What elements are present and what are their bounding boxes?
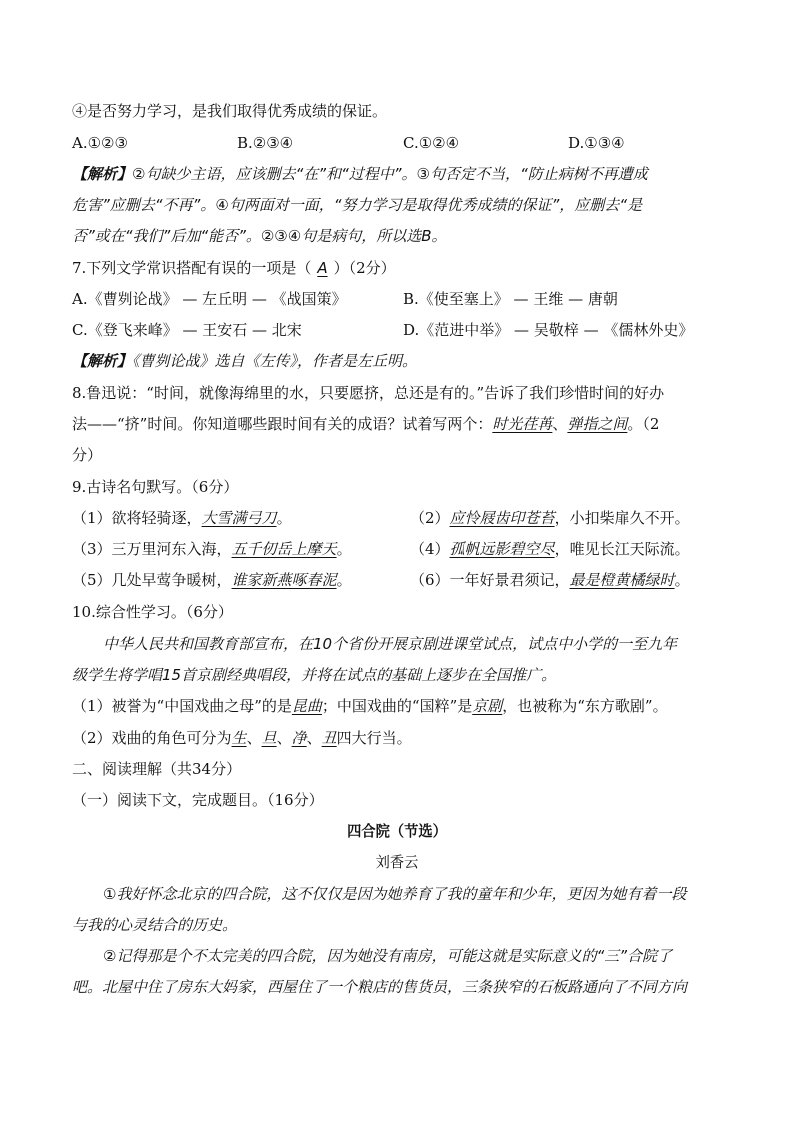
- q10-passage-line-1: 中华人民共和国教育部宣布，在10个省份开展京剧进课堂试点，试点中小学的一至九年: [103, 635, 678, 653]
- article-p1-line-2: 与我的心灵结合的历史。: [72, 916, 238, 934]
- q7-answer: A: [317, 259, 328, 277]
- q8-line-3: 分）: [72, 446, 103, 464]
- q8-answer-2: 弹指之间: [567, 415, 628, 433]
- q7-explanation: 【解析】《曹刿论战》选自《左传》，作者是左丘明。: [72, 352, 418, 370]
- section-2-title: 二、阅读理解（共34分）: [72, 760, 242, 778]
- q7-option-b: B.《使至塞上》 — 王维 — 唐朝: [403, 290, 618, 308]
- q9-item-1: （1）欲将轻骑逐，大雪满弓刀。: [72, 509, 292, 527]
- q6-explanation-line-2: 危害”应删去“不再”。④句两面对一面，“努力学习是取得优秀成绩的保证”，应删去“是: [72, 196, 643, 214]
- q10-sub-1: （1）被誉为“中国戏曲之母”的是昆曲；中国戏曲的“国粹”是京剧，也被称为“东方歌剧”。: [72, 697, 668, 715]
- article-author: 刘香云: [375, 853, 419, 871]
- q8-answer-1: 时光荏苒: [492, 415, 553, 433]
- q6-explanation-line-1: 【解析】②句缺少主语，应该删去“在”和“过程中”。③句否定不当，“防止病树不再遭成: [72, 165, 648, 183]
- article-p2-line-2: 吧。北屋中住了房东大妈家，西屋住了一个粮店的售货员，三条狭窄的石板路通向了不同方向: [72, 978, 688, 996]
- q9-title: 9.古诗名句默写。（6分）: [72, 478, 239, 496]
- q9-item-3: （3）三万里河东入海，五千仞岳上摩天。: [72, 540, 352, 558]
- q7-option-a: A.《曹刿论战》 — 左丘明 — 《战国策》: [72, 290, 347, 308]
- q9-item-6: （6）一年好景君须记，最是橙黄橘绿时。: [410, 571, 690, 589]
- q10-passage-line-2: 级学生将学唱15首京剧经典唱段，并将在试点的基础上逐步在全国推广。: [72, 666, 557, 684]
- q6-explanation-line-3: 否”或在“我们”后加“能否”。②③④句是病句，所以选B。: [72, 227, 447, 245]
- q9-item-5: （5）几处早莺争暖树，谁家新燕啄春泥。: [72, 571, 352, 589]
- explain-tag: 【解析】: [72, 165, 133, 183]
- q9-item-4: （4）孤帆远影碧空尽，唯见长江天际流。: [410, 540, 690, 558]
- q10-sub-2: （2）戏曲的角色可分为生、旦、净、丑四大行当。: [72, 729, 412, 747]
- q6-option-a: A.①②③: [72, 134, 128, 152]
- section-2-subtitle: （一）阅读下文，完成题目。（16分）: [72, 791, 324, 809]
- article-title: 四合院（节选）: [347, 822, 447, 840]
- q6-option-c: C.①②④: [403, 134, 460, 152]
- q10-title: 10.综合性学习。（6分）: [72, 603, 233, 621]
- q7-option-c: C.《登飞来峰》 — 王安石 — 北宋: [72, 321, 302, 339]
- q9-item-2: （2）应怜屐齿印苍苔，小扣柴扉久不开。: [410, 509, 690, 527]
- q7-stem: 7.下列文学常识搭配有误的一项是（ A ）（2分）: [72, 259, 396, 277]
- q6-stem-tail: ④是否努力学习，是我们取得优秀成绩的保证。: [72, 102, 388, 120]
- article-p1-line-1: ①我好怀念北京的四合院，这不仅仅是因为她养育了我的童年和少年，更因为她有着一段: [103, 885, 687, 903]
- article-p2-line-1: ②记得那是个不太完美的四合院，因为她没有南房，可能这就是实际意义的“三”合院了: [103, 947, 672, 965]
- q8-line-1: 8.鲁迅说：“时间，就像海绵里的水，只要愿挤，总还是有的。”告诉了我们珍惜时间的好办: [72, 384, 665, 402]
- q8-line-2: 法——“挤”时间。你知道哪些跟时间有关的成语？试着写两个：时光荏苒、弹指之间。（2: [72, 415, 660, 433]
- q7-option-d: D.《范进中举》 — 吴敬梓 — 《儒林外史》: [403, 321, 694, 339]
- q6-option-b: B.②③④: [237, 134, 294, 152]
- q6-option-d: D.①③④: [568, 134, 625, 152]
